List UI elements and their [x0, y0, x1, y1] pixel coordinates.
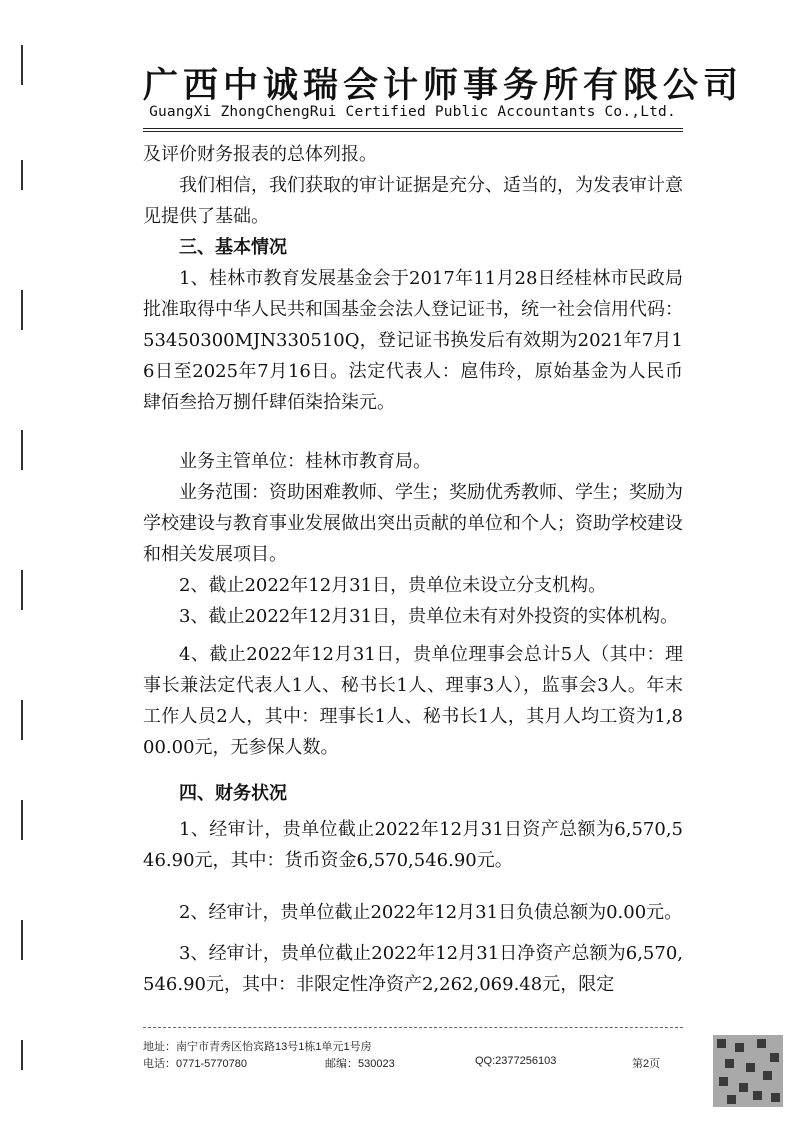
section-heading-basic-info: 三、基本情况 — [179, 237, 287, 258]
paragraph-business-scope: 业务范围：资助困难教师、学生；奖励优秀教师、学生；奖励为学校建设与教育事业发展做出突出贡献的单位和个人；资助学校建设和相关发展项目。 — [143, 482, 683, 565]
paragraph-net-assets: 3、经审计，贵单位截止2022年12月31日净资产总额为6,570,546.90元，其中：非限定性净资产2,262,069.48元，限定 — [143, 943, 683, 995]
section-heading-financial: 四、财务状况 — [179, 783, 287, 804]
margin-mark — [21, 800, 23, 840]
firm-name-english: GuangXi ZhongChengRui Certified Public Accountants Co.,Ltd. — [149, 104, 676, 120]
footer-phone: 电话：0771-5770780 — [143, 1058, 247, 1070]
margin-mark — [21, 570, 23, 610]
paragraph-supervisor: 业务主管单位：桂林市教育局。 — [179, 451, 431, 472]
firm-name-chinese: 广西中诚瑞会计师事务所有限公司 — [143, 65, 744, 106]
footer-page-number: 第2页 — [632, 1058, 661, 1070]
footer-postcode: 邮编：530023 — [325, 1058, 395, 1070]
margin-mark — [21, 160, 23, 190]
footer-qq: QQ:2377256103 — [475, 1055, 557, 1067]
footer-address: 地址：南宁市青秀区怡宾路13号1栋1单元1号房 — [143, 1041, 372, 1053]
margin-mark — [21, 45, 23, 85]
margin-mark — [21, 700, 23, 740]
paragraph-total-assets: 1、经审计，贵单位截止2022年12月31日资产总额为6,570,546.90元，其中：货币资金6,570,546.90元。 — [143, 819, 683, 871]
paragraph-liabilities: 2、经审计，贵单位截止2022年12月31日负债总额为0.00元。 — [179, 902, 683, 923]
footer-rule — [143, 1027, 683, 1028]
header-rule — [143, 131, 683, 132]
paragraph-registration: 1、桂林市教育发展基金会于2017年11月28日经桂林市民政局批准取得中华人民共和国基金会法人登记证书，统一社会信用代码：53450300MJN330510Q，登记证书换发后有效期为2021年7月16日至2025年7月16日。法定代表人：扈伟玲，原始基金为人民币肆佰叁拾万捌仟肆佰柒拾柒元。 — [143, 268, 683, 413]
paragraph-continuation: 及评价财务报表的总体列报。 — [143, 144, 377, 165]
paragraph-council: 4、截止2022年12月31日，贵单位理事会总计5人（其中：理事长兼法定代表人1人、秘书长1人、理事3人），监事会3人。年末工作人员2人，其中：理事长1人、秘书长1人，其月人均工资为1,800.00元，无参保人数。 — [143, 644, 683, 758]
margin-mark — [21, 1040, 23, 1070]
paragraph-investment: 3、截止2022年12月31日，贵单位未有对外投资的实体机构。 — [179, 606, 679, 627]
margin-mark — [21, 430, 23, 470]
qr-code-icon — [713, 1035, 783, 1107]
margin-mark — [21, 290, 23, 330]
paragraph-branches: 2、截止2022年12月31日，贵单位未设立分支机构。 — [179, 575, 607, 596]
header-rule — [143, 128, 683, 129]
margin-mark — [21, 920, 23, 960]
paragraph-audit-evidence: 我们相信，我们获取的审计证据是充分、适当的，为发表审计意见提供了基础。 — [143, 175, 683, 227]
